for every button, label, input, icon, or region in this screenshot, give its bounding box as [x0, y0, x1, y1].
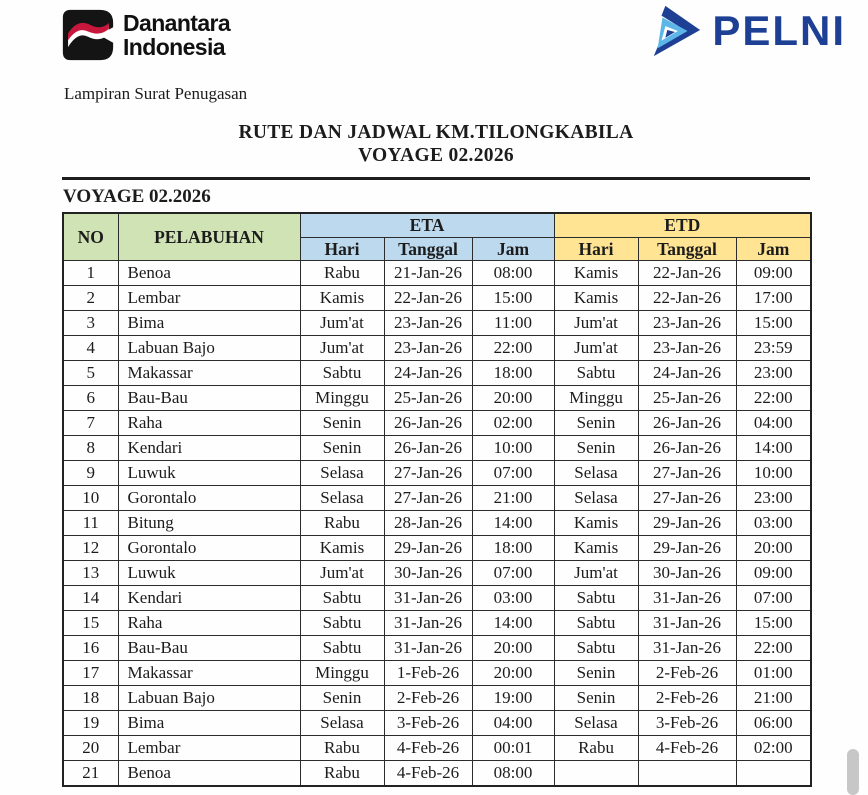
- table-row: [63, 411, 811, 436]
- etd-jam: 15:00: [736, 311, 811, 336]
- eta-tanggal: 26-Jan-26: [384, 436, 472, 461]
- pelni-logo: [646, 4, 846, 58]
- port-name: Bau-Bau: [118, 636, 300, 661]
- eta-jam: 00:01: [472, 736, 554, 761]
- row-no: 2: [63, 286, 118, 311]
- eta-jam: 20:00: [472, 386, 554, 411]
- col-header-eta-tanggal: Tanggal: [384, 238, 472, 261]
- col-header-eta-hari: Hari: [300, 238, 384, 261]
- etd-hari: Selasa: [554, 711, 638, 736]
- etd-tanggal: 26-Jan-26: [638, 436, 736, 461]
- row-no: 18: [63, 686, 118, 711]
- eta-jam: 22:00: [472, 336, 554, 361]
- eta-jam: 02:00: [472, 411, 554, 436]
- table-row: [63, 711, 811, 736]
- port-name: Lembar: [118, 736, 300, 761]
- eta-hari: Jum'at: [300, 561, 384, 586]
- port-name: Kendari: [118, 586, 300, 611]
- eta-tanggal: 31-Jan-26: [384, 586, 472, 611]
- table-row: [63, 361, 811, 386]
- schedule-table-wrap: [62, 212, 810, 787]
- eta-hari: Sabtu: [300, 636, 384, 661]
- eta-tanggal: 4-Feb-26: [384, 761, 472, 787]
- port-name: Bitung: [118, 511, 300, 536]
- etd-hari: Kamis: [554, 261, 638, 286]
- port-name: Labuan Bajo: [118, 686, 300, 711]
- table-row: [63, 611, 811, 636]
- table-row: [63, 561, 811, 586]
- eta-hari: Selasa: [300, 486, 384, 511]
- eta-tanggal: 1-Feb-26: [384, 661, 472, 686]
- etd-tanggal: 26-Jan-26: [638, 411, 736, 436]
- col-header-etd-jam: Jam: [736, 238, 811, 261]
- eta-jam: 07:00: [472, 561, 554, 586]
- col-header-eta: ETA: [300, 213, 554, 238]
- divider-rule: [62, 177, 810, 180]
- row-no: 12: [63, 536, 118, 561]
- eta-hari: Selasa: [300, 461, 384, 486]
- etd-hari: Sabtu: [554, 611, 638, 636]
- etd-jam: 14:00: [736, 436, 811, 461]
- etd-tanggal: [638, 761, 736, 787]
- table-row: [63, 686, 811, 711]
- eta-jam: 14:00: [472, 511, 554, 536]
- etd-hari: [554, 761, 638, 787]
- etd-tanggal: 27-Jan-26: [638, 461, 736, 486]
- port-name: Raha: [118, 411, 300, 436]
- etd-hari: Kamis: [554, 286, 638, 311]
- eta-tanggal: 3-Feb-26: [384, 711, 472, 736]
- port-name: Luwuk: [118, 561, 300, 586]
- etd-tanggal: 2-Feb-26: [638, 686, 736, 711]
- eta-hari: Minggu: [300, 661, 384, 686]
- title-line1: RUTE DAN JADWAL KM.TILONGKABILA: [238, 122, 634, 143]
- etd-tanggal: 23-Jan-26: [638, 311, 736, 336]
- etd-jam: 22:00: [736, 386, 811, 411]
- etd-tanggal: 22-Jan-26: [638, 261, 736, 286]
- col-header-pelabuhan: PELABUHAN: [118, 213, 300, 261]
- table-row: [63, 461, 811, 486]
- port-name: Raha: [118, 611, 300, 636]
- etd-jam: 23:00: [736, 486, 811, 511]
- etd-hari: Selasa: [554, 461, 638, 486]
- eta-hari: Rabu: [300, 736, 384, 761]
- etd-hari: Jum'at: [554, 336, 638, 361]
- row-no: 6: [63, 386, 118, 411]
- port-name: Bima: [118, 711, 300, 736]
- row-no: 20: [63, 736, 118, 761]
- row-no: 11: [63, 511, 118, 536]
- etd-jam: 03:00: [736, 511, 811, 536]
- table-row: [63, 486, 811, 511]
- port-name: Lembar: [118, 286, 300, 311]
- eta-hari: Rabu: [300, 511, 384, 536]
- etd-hari: Kamis: [554, 511, 638, 536]
- port-name: Makassar: [118, 361, 300, 386]
- row-no: 17: [63, 661, 118, 686]
- etd-hari: Minggu: [554, 386, 638, 411]
- etd-jam: 23:00: [736, 361, 811, 386]
- eta-hari: Senin: [300, 411, 384, 436]
- table-row: [63, 661, 811, 686]
- etd-jam: 22:00: [736, 636, 811, 661]
- etd-jam: 07:00: [736, 586, 811, 611]
- etd-tanggal: 29-Jan-26: [638, 536, 736, 561]
- etd-tanggal: 22-Jan-26: [638, 286, 736, 311]
- eta-hari: Selasa: [300, 711, 384, 736]
- col-header-etd-tanggal: Tanggal: [638, 238, 736, 261]
- etd-hari: Senin: [554, 686, 638, 711]
- schedule-table: [62, 212, 812, 787]
- eta-hari: Rabu: [300, 761, 384, 787]
- etd-hari: Senin: [554, 661, 638, 686]
- eta-tanggal: 21-Jan-26: [384, 261, 472, 286]
- row-no: 19: [63, 711, 118, 736]
- etd-hari: Rabu: [554, 736, 638, 761]
- eta-hari: Kamis: [300, 286, 384, 311]
- etd-tanggal: 31-Jan-26: [638, 611, 736, 636]
- etd-jam: 23:59: [736, 336, 811, 361]
- etd-jam: 21:00: [736, 686, 811, 711]
- etd-hari: Sabtu: [554, 636, 638, 661]
- voyage-label: VOYAGE 02.2026: [63, 186, 211, 207]
- row-no: 21: [63, 761, 118, 787]
- port-name: Luwuk: [118, 461, 300, 486]
- eta-tanggal: 23-Jan-26: [384, 336, 472, 361]
- col-header-no: NO: [63, 213, 118, 261]
- etd-tanggal: 27-Jan-26: [638, 486, 736, 511]
- port-name: Gorontalo: [118, 536, 300, 561]
- row-no: 14: [63, 586, 118, 611]
- port-name: Benoa: [118, 261, 300, 286]
- schedule-table-body: [63, 261, 811, 787]
- table-row: [63, 336, 811, 361]
- eta-jam: 08:00: [472, 761, 554, 787]
- etd-tanggal: 30-Jan-26: [638, 561, 736, 586]
- eta-jam: 08:00: [472, 261, 554, 286]
- etd-jam: 09:00: [736, 561, 811, 586]
- etd-tanggal: 23-Jan-26: [638, 336, 736, 361]
- eta-tanggal: 31-Jan-26: [384, 611, 472, 636]
- eta-tanggal: 2-Feb-26: [384, 686, 472, 711]
- eta-hari: Jum'at: [300, 311, 384, 336]
- table-row: [63, 511, 811, 536]
- etd-tanggal: 29-Jan-26: [638, 511, 736, 536]
- table-row: [63, 386, 811, 411]
- danantara-logo: [62, 9, 230, 61]
- pelni-wordmark: PELNI: [712, 7, 846, 54]
- row-no: 16: [63, 636, 118, 661]
- eta-jam: 19:00: [472, 686, 554, 711]
- eta-hari: Sabtu: [300, 611, 384, 636]
- row-no: 9: [63, 461, 118, 486]
- etd-jam: [736, 761, 811, 787]
- etd-tanggal: 3-Feb-26: [638, 711, 736, 736]
- eta-jam: 15:00: [472, 286, 554, 311]
- eta-tanggal: 30-Jan-26: [384, 561, 472, 586]
- eta-jam: 20:00: [472, 661, 554, 686]
- eta-tanggal: 23-Jan-26: [384, 311, 472, 336]
- row-no: 4: [63, 336, 118, 361]
- etd-tanggal: 24-Jan-26: [638, 361, 736, 386]
- port-name: Kendari: [118, 436, 300, 461]
- eta-hari: Sabtu: [300, 361, 384, 386]
- table-row: [63, 436, 811, 461]
- etd-hari: Jum'at: [554, 561, 638, 586]
- eta-jam: 07:00: [472, 461, 554, 486]
- eta-jam: 10:00: [472, 436, 554, 461]
- etd-hari: Sabtu: [554, 361, 638, 386]
- row-no: 7: [63, 411, 118, 436]
- eta-hari: Rabu: [300, 261, 384, 286]
- etd-jam: 17:00: [736, 286, 811, 311]
- table-row: [63, 761, 811, 787]
- etd-hari: Senin: [554, 436, 638, 461]
- eta-jam: 20:00: [472, 636, 554, 661]
- row-no: 13: [63, 561, 118, 586]
- eta-jam: 14:00: [472, 611, 554, 636]
- row-no: 1: [63, 261, 118, 286]
- col-header-eta-jam: Jam: [472, 238, 554, 261]
- etd-hari: Kamis: [554, 536, 638, 561]
- eta-tanggal: 27-Jan-26: [384, 461, 472, 486]
- row-no: 10: [63, 486, 118, 511]
- port-name: Makassar: [118, 661, 300, 686]
- eta-hari: Senin: [300, 686, 384, 711]
- etd-hari: Senin: [554, 411, 638, 436]
- port-name: Benoa: [118, 761, 300, 787]
- eta-hari: Sabtu: [300, 586, 384, 611]
- etd-hari: Jum'at: [554, 311, 638, 336]
- etd-hari: Sabtu: [554, 586, 638, 611]
- table-row: [63, 286, 811, 311]
- title-line2: VOYAGE 02.2026: [358, 145, 514, 166]
- danantara-wordmark-line2: Indonesia: [123, 34, 225, 60]
- eta-jam: 11:00: [472, 311, 554, 336]
- etd-jam: 04:00: [736, 411, 811, 436]
- pelni-chevron-icon: [646, 4, 704, 58]
- etd-tanggal: 2-Feb-26: [638, 661, 736, 686]
- table-row: [63, 636, 811, 661]
- etd-tanggal: 31-Jan-26: [638, 636, 736, 661]
- eta-hari: Senin: [300, 436, 384, 461]
- eta-tanggal: 28-Jan-26: [384, 511, 472, 536]
- etd-jam: 09:00: [736, 261, 811, 286]
- table-row: [63, 736, 811, 761]
- etd-jam: 15:00: [736, 611, 811, 636]
- etd-hari: Selasa: [554, 486, 638, 511]
- eta-jam: 21:00: [472, 486, 554, 511]
- eta-jam: 03:00: [472, 586, 554, 611]
- etd-jam: 10:00: [736, 461, 811, 486]
- scrollbar-thumb[interactable]: [847, 749, 859, 795]
- danantara-wordmark-line1: Danantara: [123, 10, 231, 36]
- danantara-wordmark: [123, 11, 230, 59]
- port-name: Bima: [118, 311, 300, 336]
- eta-tanggal: 29-Jan-26: [384, 536, 472, 561]
- port-name: Bau-Bau: [118, 386, 300, 411]
- eta-jam: 04:00: [472, 711, 554, 736]
- row-no: 5: [63, 361, 118, 386]
- row-no: 3: [63, 311, 118, 336]
- table-row: [63, 261, 811, 286]
- port-name: Labuan Bajo: [118, 336, 300, 361]
- etd-tanggal: 25-Jan-26: [638, 386, 736, 411]
- etd-jam: 20:00: [736, 536, 811, 561]
- table-row: [63, 311, 811, 336]
- table-row: [63, 586, 811, 611]
- eta-hari: Minggu: [300, 386, 384, 411]
- etd-tanggal: 31-Jan-26: [638, 586, 736, 611]
- document-title: [62, 121, 810, 167]
- eta-tanggal: 24-Jan-26: [384, 361, 472, 386]
- eta-jam: 18:00: [472, 361, 554, 386]
- eta-hari: Kamis: [300, 536, 384, 561]
- eta-tanggal: 31-Jan-26: [384, 636, 472, 661]
- etd-jam: 02:00: [736, 736, 811, 761]
- row-no: 8: [63, 436, 118, 461]
- danantara-flag-icon: [62, 9, 114, 61]
- eta-hari: Jum'at: [300, 336, 384, 361]
- row-no: 15: [63, 611, 118, 636]
- etd-jam: 06:00: [736, 711, 811, 736]
- lampiran-label: Lampiran Surat Penugasan: [64, 84, 248, 103]
- col-header-etd: ETD: [554, 213, 811, 238]
- etd-tanggal: 4-Feb-26: [638, 736, 736, 761]
- eta-tanggal: 26-Jan-26: [384, 411, 472, 436]
- table-row: [63, 536, 811, 561]
- etd-jam: 01:00: [736, 661, 811, 686]
- eta-tanggal: 27-Jan-26: [384, 486, 472, 511]
- col-header-etd-hari: Hari: [554, 238, 638, 261]
- eta-tanggal: 22-Jan-26: [384, 286, 472, 311]
- port-name: Gorontalo: [118, 486, 300, 511]
- eta-jam: 18:00: [472, 536, 554, 561]
- eta-tanggal: 4-Feb-26: [384, 736, 472, 761]
- eta-tanggal: 25-Jan-26: [384, 386, 472, 411]
